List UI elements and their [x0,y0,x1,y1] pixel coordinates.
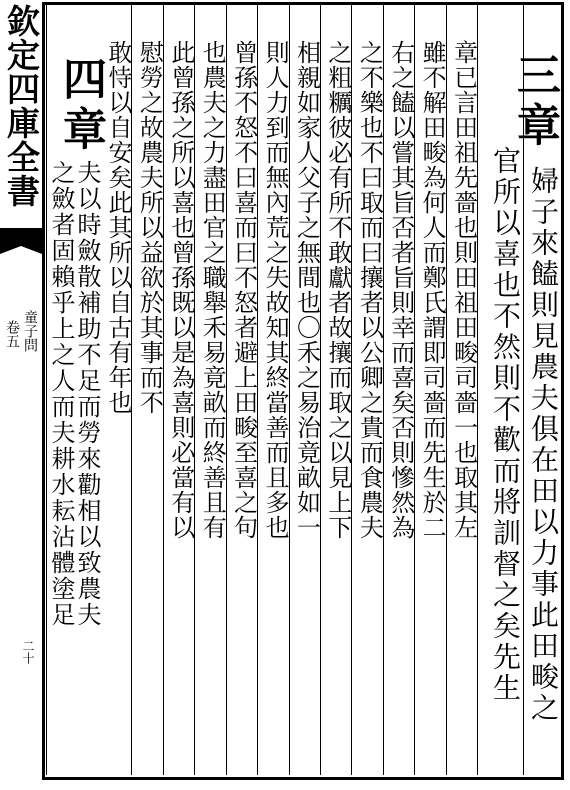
page-number: 二十 [21,640,35,664]
text-column: 右之饁以嘗其旨否者旨則幸而喜矣否則慘然為 [386,40,415,540]
book-title: 欽定四庫全書 [2,4,41,208]
text-column: 也農夫之力盡田官之職舉禾易竟畝而終善且有 [198,40,227,540]
text-column: 慰勞之故農夫所以益欲於其事而不 [135,40,164,415]
text-column: 之粗糲彼必有所不敢獻者故攘而取之以見上下 [323,40,352,540]
column-divider [383,5,384,775]
column-divider [226,5,227,775]
column-divider [194,5,195,775]
section-heading-three: 三章 [509,52,560,152]
text-column: 敢恃以自安矣此其所以自古有年也 [104,40,132,415]
text-column: 此曾孫之所以喜也曾孫既以是為喜則必當有以 [166,40,195,540]
text-column: 曾孫不怒不曰喜而曰不怒者避上田畯至喜之句 [229,40,258,540]
text-line: 之斂者固賴乎上之人而夫耕水耘沾體塗足 [47,160,75,628]
column-divider [414,5,415,775]
text-line: 夫以時斂散補助不足而勞來勸相以致農夫 [73,160,101,628]
column-divider [320,5,321,775]
work-title: 童子問 [22,310,38,352]
column-divider [289,5,290,775]
volume-label: 卷五 [4,320,20,348]
text-line: 官所以喜也不然則不歡而將訓督之矣先生 [489,146,522,704]
column-divider [446,5,447,775]
column-divider [163,5,164,775]
text-column: 雖不解田畯為何人而鄭氏謂即司嗇而先生於二 [418,40,447,540]
text-column: 相親如家人父子之無間也〇禾之易治竟畝如一 [292,40,321,540]
section-heading-four: 四章 [55,56,106,156]
text-line: 婦子來饁則見農夫俱在田以力事此田畯之 [527,166,560,724]
text-column: 章已言田祖先嗇也則田祖田畯司嗇一也取其左 [449,40,478,540]
fish-tail-mark-icon [0,220,42,260]
column-divider [131,5,132,775]
column-divider [351,5,352,775]
text-column: 之不樂也不曰取而曰攘者以公卿之貴而食農夫 [355,40,384,540]
text-column: 則人力到而無內荒之失故知其終當善而且多也 [261,40,290,540]
page-margin [0,0,42,790]
column-divider [257,5,258,775]
